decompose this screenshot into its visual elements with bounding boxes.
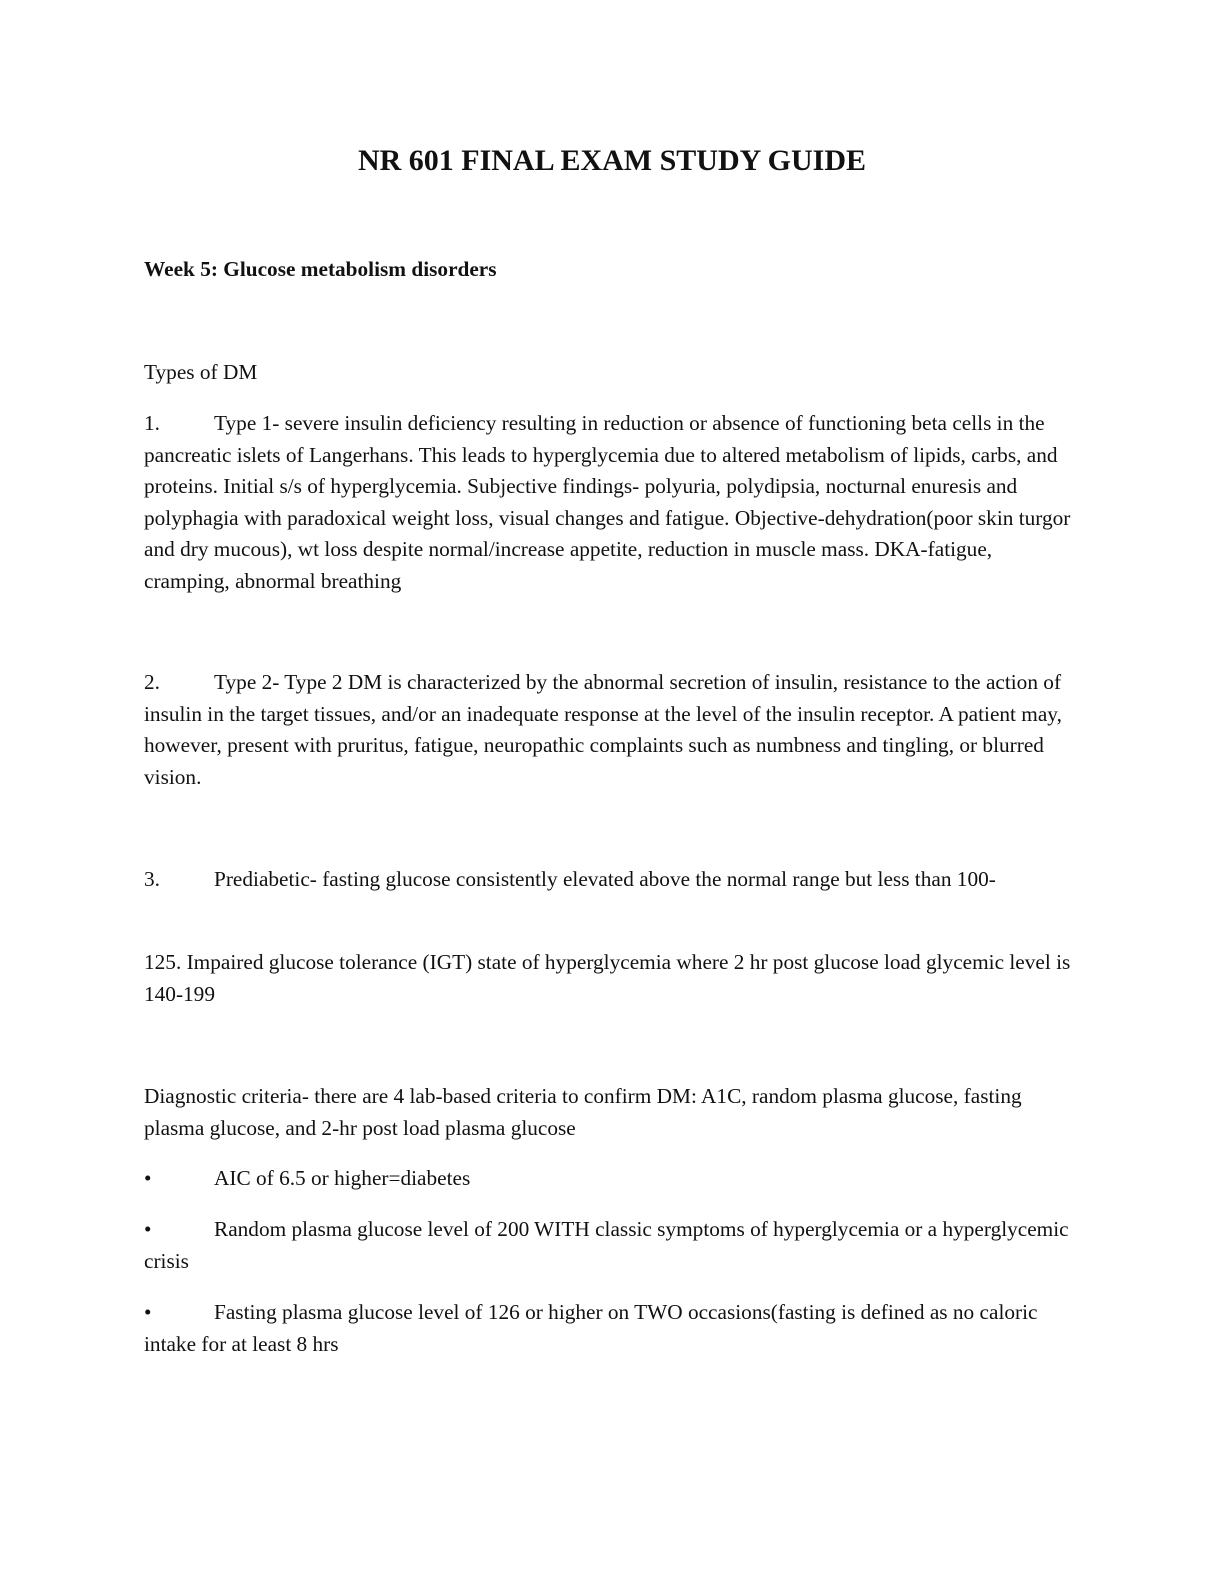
type-1-item [144,408,1074,597]
types-heading: Types of DM [144,360,258,384]
criteria-text: Fasting plasma glucose level of 126 or higher on TWO occasions(fasting is defined as no caloric intake for at least 8 hrs [144,1300,1038,1356]
bullet-symbol: • [144,1166,152,1190]
diagnostic-criteria-intro: Diagnostic criteria- there are 4 lab-based criteria to confirm DM: A1C, random plasma glucose, fasting plasma glucose, and 2-hr post load plasma glucose [144,1084,1022,1140]
criteria-text: Random plasma glucose level of 200 WITH classic symptoms of hyperglycemia or a hyperglycemic crisis [144,1217,1069,1273]
criteria-item [144,1163,1074,1195]
week-heading: Week 5: Glucose metabolism disorders [144,257,497,281]
prediabetic-item [144,864,1074,896]
prediabetic-text: Prediabetic- fasting glucose consistently elevated above the normal range but less than 100- [214,867,996,891]
document-title: NR 601 FINAL EXAM STUDY GUIDE [357,144,867,177]
criteria-text: AIC of 6.5 or higher=diabetes [214,1166,471,1190]
bullet-symbol: • [144,1300,152,1324]
prediabetic-number: 3. [144,867,160,891]
type-2-text: Type 2- Type 2 DM is characterized by the abnormal secretion of insulin, resistance to the action of insulin in the target tissues, and/or an inadequate response at the level of the insulin receptor. A patient may, however, present with pruritus, fatigue, neuropathic complaints such as numbness and tingling, or blurred vision. [144,670,1062,789]
prediabetic-continuation: 125. Impaired glucose tolerance (IGT) state of hyperglycemia where 2 hr post glucose load glycemic level is 140-199 [144,950,1071,1006]
type-2-item [144,667,1074,793]
type-1-number: 1. [144,411,160,435]
bullet-symbol: • [144,1217,152,1241]
type-1-text: Type 1- severe insulin deficiency resulting in reduction or absence of functioning beta cells in the pancreatic islets of Langerhans. This leads to hyperglycemia due to altered metabolism of lipids, carbs, and proteins. Initial s/s of hyperglycemia. Subjective findings- polyuria, polydipsia, nocturnal enuresis and polyphagia with paradoxical weight loss, visual changes and fatigue. Objective-dehydration(poor skin turgor and dry mucous), wt loss despite normal/increase appetite, reduction in muscle mass. DKA-fatigue, cramping, abnormal breathing [144,411,1071,593]
criteria-item [144,1297,1074,1360]
type-2-number: 2. [144,670,160,694]
criteria-item [144,1214,1074,1277]
